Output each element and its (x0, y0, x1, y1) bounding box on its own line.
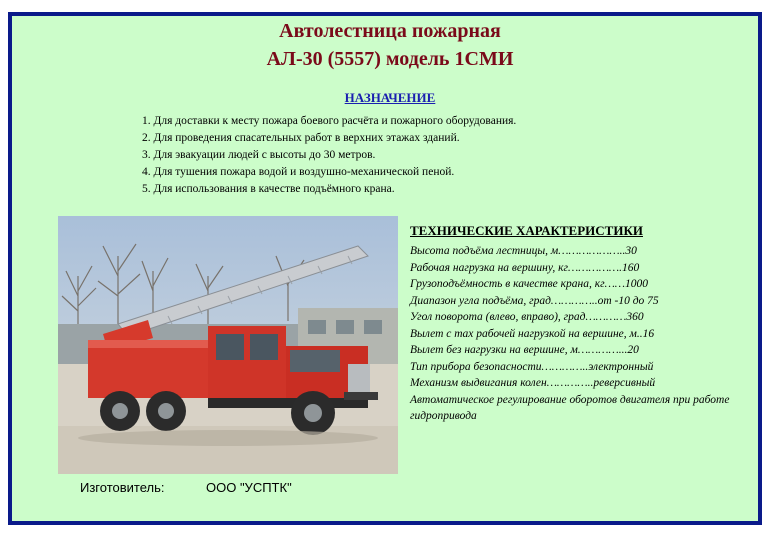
spec-item: Вылет с max рабочей нагрузкой на вершине, м..16 (410, 327, 655, 340)
purpose-item: 4. Для тушения пожара водой и воздушно-механической пеной. (142, 166, 455, 178)
specs-list (406, 243, 751, 425)
purpose-item: 2. Для проведения спасательных работ в верхних этажах зданий. (142, 132, 460, 144)
purpose-heading: НАЗНАЧЕНИЕ (344, 90, 436, 105)
purpose-item: 1. Для доставки к месту пожара боевого расчёта и пожарного оборудования. (142, 115, 517, 127)
fire-truck-illustration (58, 216, 398, 474)
spec-item: Угол поворота (влево, вправо), град…………360 (410, 311, 644, 323)
fire-truck-photo (58, 216, 398, 474)
title-line-1: Автолестница пожарная (279, 20, 501, 42)
title-line-2: АЛ-30 (5557) модель 1СМИ (266, 48, 514, 70)
purpose-item: 3. Для эвакуации людей с высоты до 30 метров. (142, 149, 376, 161)
spec-item: Механизм выдвигания колен…………..реверсивный (410, 377, 656, 389)
purpose-list (142, 113, 516, 198)
purpose-item: 5. Для использования в качестве подъёмного крана. (142, 183, 395, 195)
spec-item: Автоматическое регулирование оборотов двигателя при работе гидропривода (410, 393, 730, 422)
spec-item: Рабочая нагрузка на вершину, кг…………….160 (410, 261, 640, 274)
spec-item: Грузоподъёмность в качестве крана, кг……1000 (410, 278, 649, 290)
spec-item: Диапазон угла подъёма, град…………..от -10 до 75 (410, 294, 659, 307)
specs-heading: ТЕХНИЧЕСКИЕ ХАРАКТЕРИСТИКИ (410, 223, 643, 238)
manufacturer-name: ООО "УСПТК" (206, 480, 292, 495)
spec-item: Вылет без нагрузки на вершине, м…………...20 (410, 344, 639, 356)
spec-item: Тип прибора безопасности…………..электронный (410, 360, 654, 373)
manufacturer-label: Изготовитель: (80, 480, 165, 495)
spec-item: Высота подъёма лестницы, м………………..30 (410, 245, 637, 257)
